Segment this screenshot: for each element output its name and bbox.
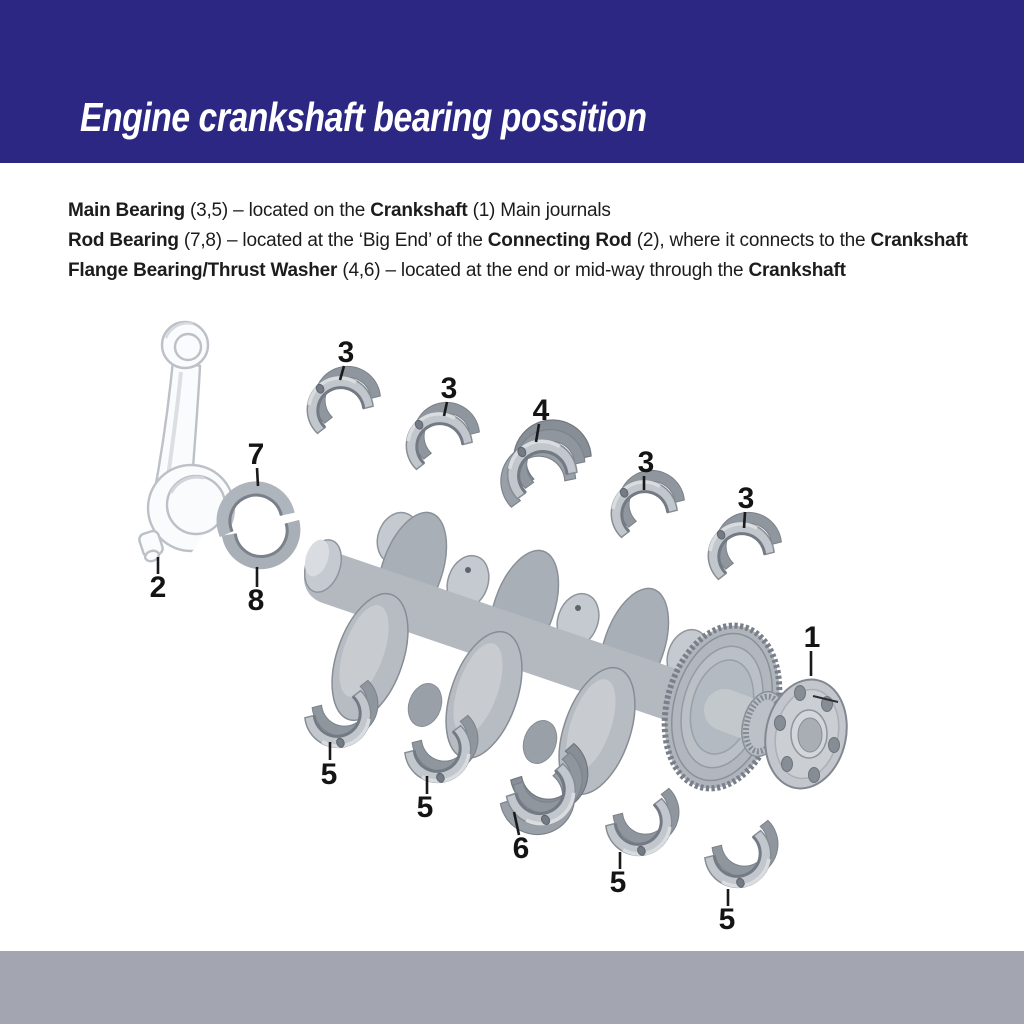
page-title: Engine crankshaft bearing possition (80, 94, 647, 140)
main-bearing-shell-upper-2 (393, 391, 484, 470)
callout-label-4: 4 (532, 394, 550, 427)
callout-label-5-b: 5 (416, 791, 434, 824)
footer-band (0, 951, 1024, 1024)
description-line-rod-bearing: Rod Bearing (7,8) – located at the ‘Big End’ of the Connecting Rod (2), where it connects to the Crankshaft (68, 230, 968, 251)
callout-label-8: 8 (247, 584, 265, 617)
main-bearing-shell-lower-3 (601, 788, 692, 867)
description-line-flange-bearing: Flange Bearing/Thrust Washer (4,6) – located at the end or mid-way through the Crankshaft (68, 260, 846, 281)
main-bearing-shell-lower-4 (700, 820, 791, 899)
callout-label-6: 6 (512, 832, 530, 865)
callout-label-3-b: 3 (440, 372, 458, 405)
callout-label-5-d: 5 (718, 903, 736, 936)
callout-label-5-a: 5 (320, 758, 338, 791)
callout-label-2: 2 (149, 571, 167, 604)
description-line-main-bearing: Main Bearing (3,5) – located on the Crankshaft (1) Main journals (68, 200, 611, 221)
callout-label-3-d: 3 (737, 482, 755, 515)
callout-label-1: 1 (803, 621, 821, 654)
callout-label-3-c: 3 (637, 446, 655, 479)
callout-label-3-a: 3 (337, 336, 355, 369)
callout-label-5-c: 5 (609, 866, 627, 899)
callout-label-7: 7 (247, 438, 265, 471)
